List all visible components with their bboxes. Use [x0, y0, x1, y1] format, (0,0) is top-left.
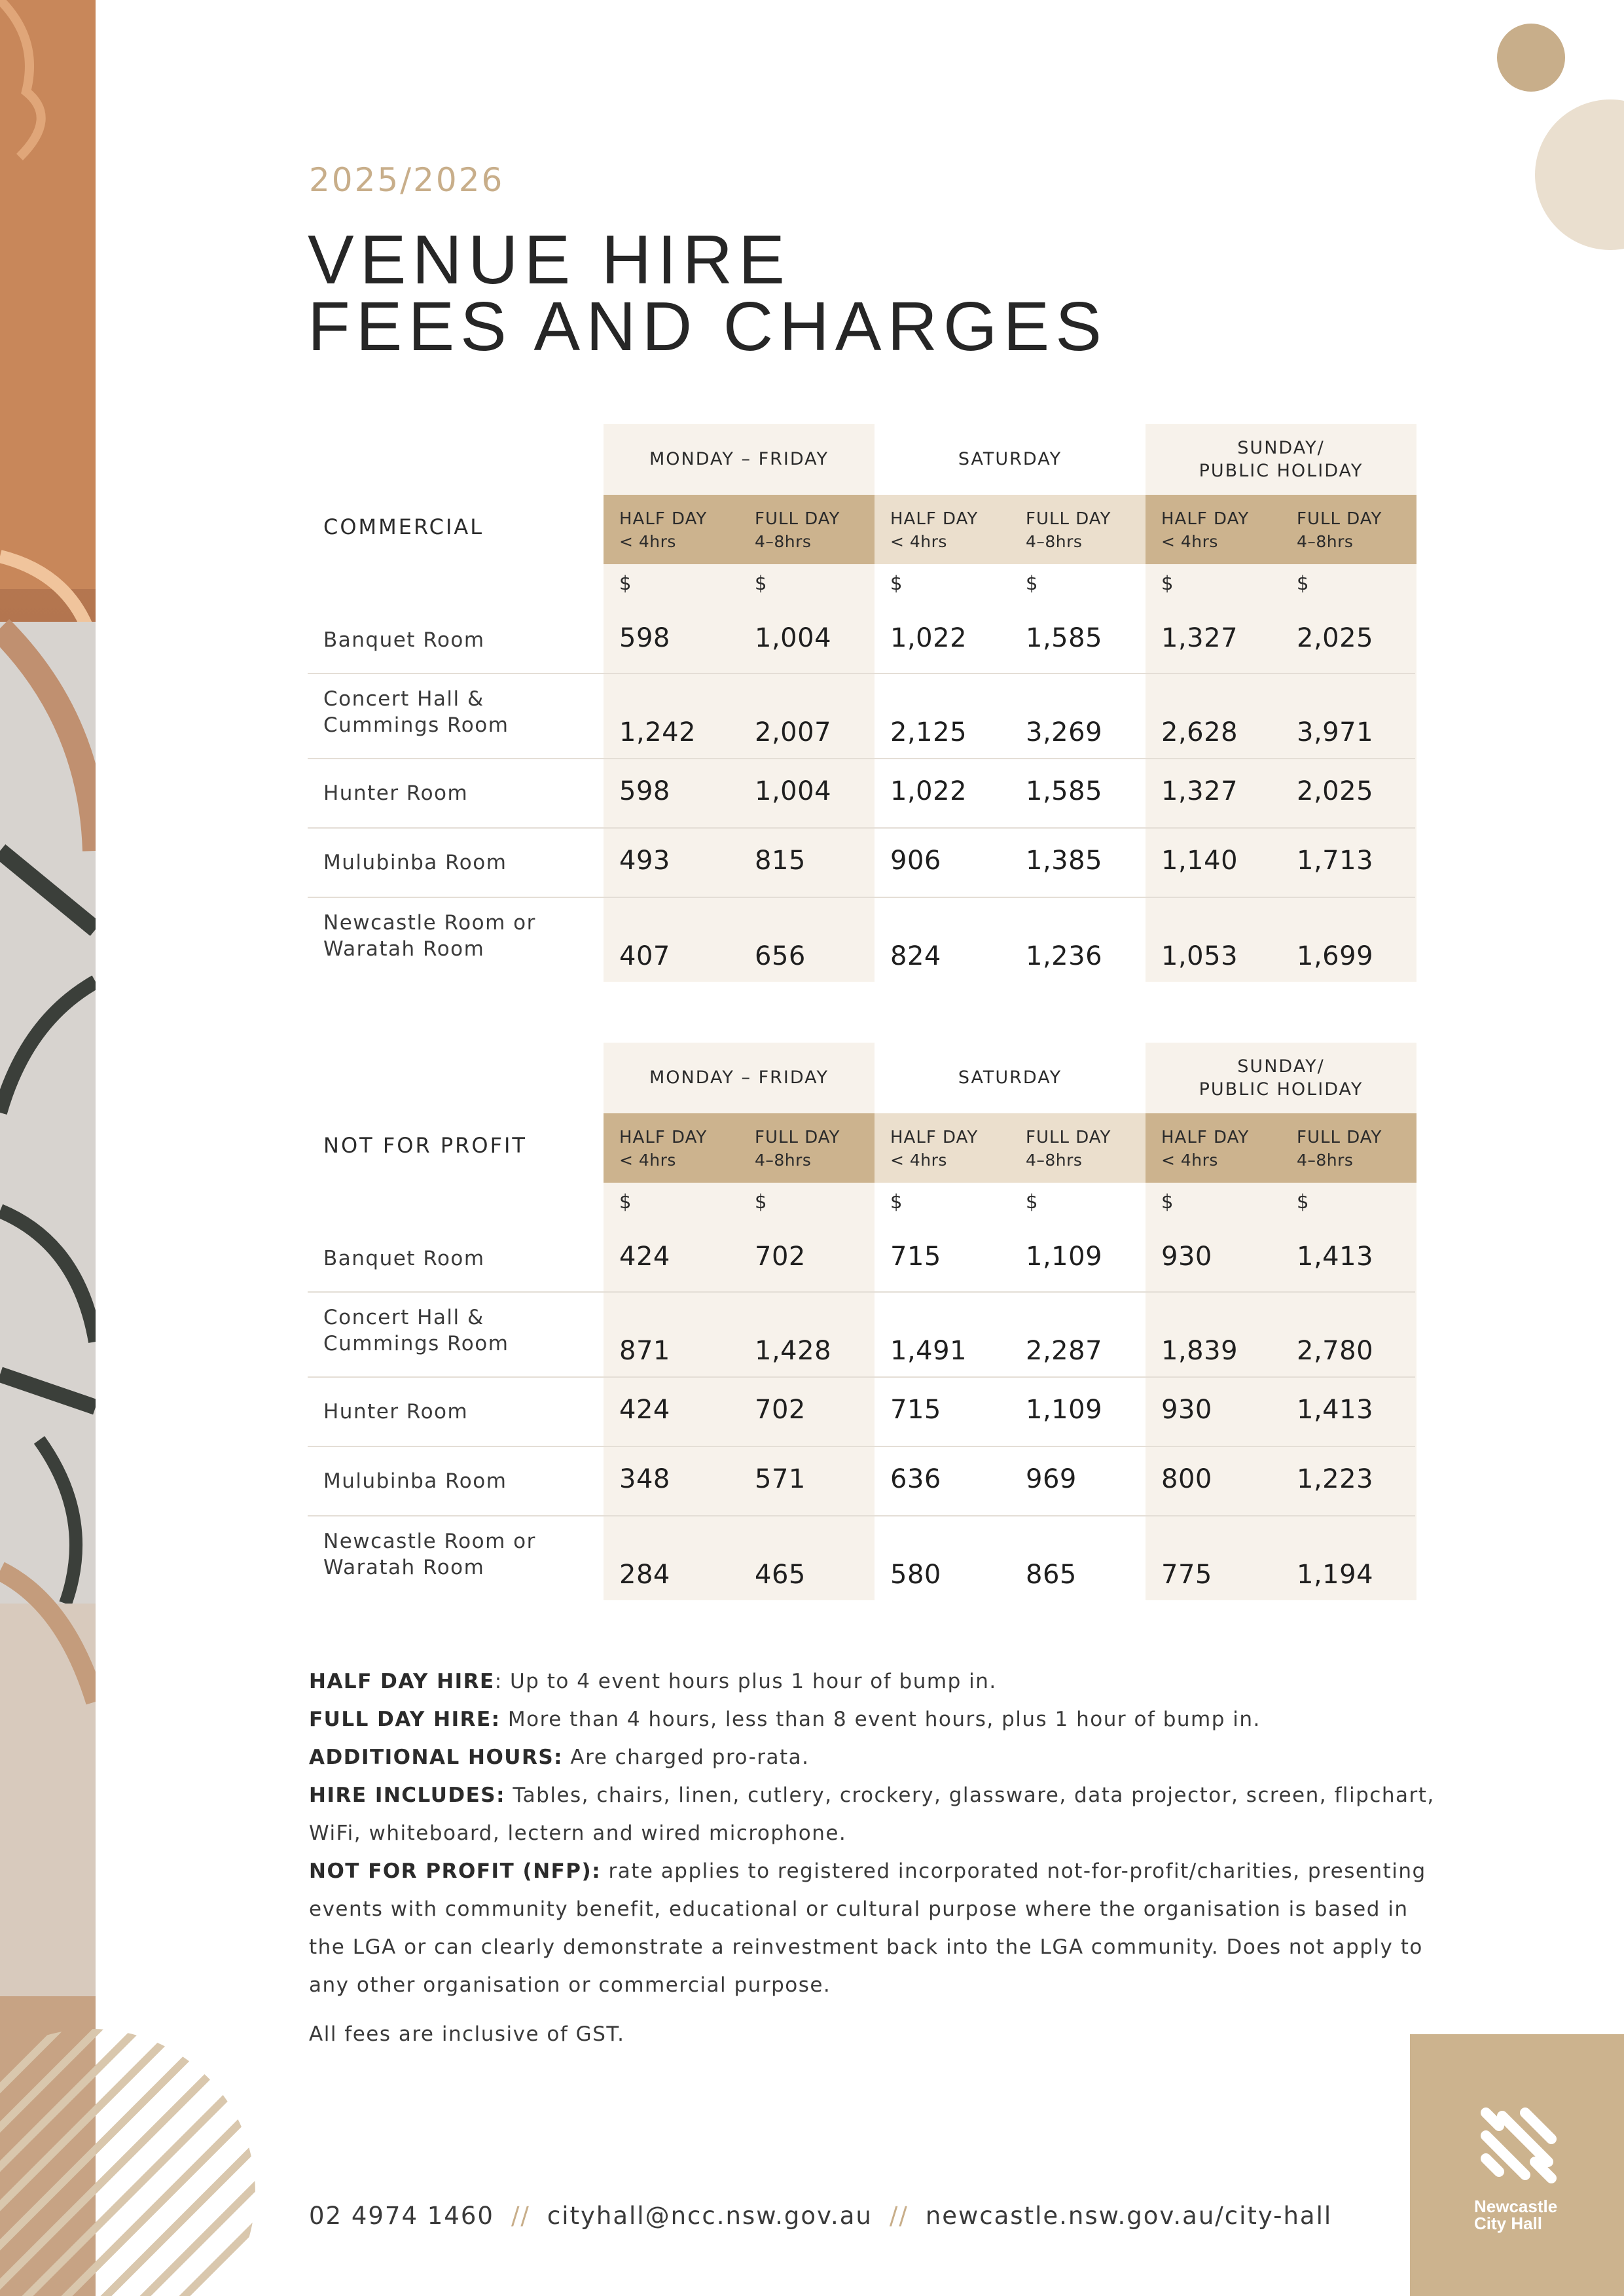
fee-value: 1,413 [1297, 1395, 1374, 1425]
fee-value: 1,022 [890, 776, 967, 806]
fee-value: 1,004 [755, 623, 832, 653]
note-term: HALF DAY HIRE [309, 1670, 495, 1693]
fee-value: 656 [755, 941, 806, 971]
decorative-stripes [0, 1970, 255, 2296]
note-term: FULL DAY HIRE: [309, 1708, 501, 1731]
fee-value: 1,109 [1026, 1242, 1103, 1272]
decorative-circle-large [1535, 99, 1624, 250]
fee-value: 3,971 [1297, 717, 1374, 747]
fee-value: 571 [755, 1464, 806, 1494]
currency-symbol: $ [1026, 1191, 1038, 1213]
fee-value: 1,236 [1026, 941, 1103, 971]
gst-note: All fees are inclusive of GST. [309, 2022, 625, 2046]
fee-value: 865 [1026, 1560, 1077, 1590]
logo-text-line: Newcastle [1474, 2197, 1558, 2216]
website-link[interactable]: newcastle.nsw.gov.au/city-hall [925, 2202, 1333, 2230]
sub-header-hours: 4–8hrs [1026, 532, 1083, 552]
newcastle-city-hall-logo [1410, 2034, 1624, 2296]
footer-contact [309, 2202, 1332, 2230]
sub-header-label: HALF DAY [1161, 1128, 1250, 1147]
footer-separator: // [511, 2202, 530, 2230]
logo-text-line: City Hall [1474, 2214, 1543, 2233]
column-group-label [1199, 1055, 1363, 1101]
column-group-header [875, 424, 1146, 495]
fee-value: 1,223 [1297, 1464, 1374, 1494]
fee-value: 969 [1026, 1464, 1077, 1494]
fee-value: 598 [619, 623, 670, 653]
currency-symbol: $ [1026, 572, 1038, 594]
sub-header-label: HALF DAY [890, 509, 979, 529]
page-title-line-2: FEES AND CHARGES [308, 288, 1108, 365]
room-name: Cummings Room [323, 1332, 509, 1355]
fee-value: 1,491 [890, 1336, 967, 1366]
fee-value: 702 [755, 1242, 806, 1272]
fee-value: 3,269 [1026, 717, 1103, 747]
note-item [309, 1852, 1435, 2004]
note-item [309, 1700, 1435, 1738]
column-group-header [604, 1043, 875, 1113]
fee-value: 1,585 [1026, 623, 1103, 653]
currency-symbol: $ [1161, 1191, 1174, 1213]
note-text: rate applies to registered incorporated not-for-profit/charities, presenting events with community benefit, educational or cultural purpose where the organisation is based in the LGA or can clearly demonstrate a reinvestment back into the LGA community. Does not apply to any other organisation or commercial purpose. [309, 1859, 1426, 1997]
fee-value: 2,025 [1297, 776, 1374, 806]
footer-separator: // [889, 2202, 909, 2230]
fee-value: 598 [619, 776, 670, 806]
fee-value: 2,007 [755, 717, 832, 747]
fee-value: 284 [619, 1560, 670, 1590]
sub-header-cell [1010, 1113, 1146, 1183]
fee-value: 1,713 [1297, 846, 1374, 876]
sub-header [875, 1113, 1146, 1183]
sub-header-cell [1281, 1113, 1416, 1183]
table-row [308, 1376, 1415, 1446]
notes [309, 1662, 1435, 2004]
fee-value: 824 [890, 941, 941, 971]
fee-value: 1,140 [1161, 846, 1238, 876]
section-label: COMMERCIAL [323, 514, 484, 539]
sub-header-label: HALF DAY [1161, 509, 1250, 529]
sub-header-cell [604, 1113, 739, 1183]
column-group-label: SATURDAY [958, 1067, 1062, 1088]
note-term: NOT FOR PROFIT (NFP): [309, 1859, 602, 1883]
fee-value: 407 [619, 941, 670, 971]
sub-header-hours: < 4hrs [1161, 532, 1218, 552]
fee-value: 2,287 [1026, 1336, 1103, 1366]
sub-header-label: FULL DAY [1026, 509, 1111, 529]
room-name: Cummings Room [323, 713, 509, 737]
sub-header-hours: 4–8hrs [1026, 1151, 1083, 1170]
sub-header-cell [739, 495, 875, 564]
fee-value: 580 [890, 1560, 941, 1590]
fee-value: 636 [890, 1464, 941, 1494]
fee-value: 2,780 [1297, 1336, 1374, 1366]
note-item [309, 1738, 1435, 1776]
sub-header-cell [875, 1113, 1010, 1183]
currency-symbol: $ [755, 1191, 767, 1213]
room-name: Banquet Room [323, 628, 485, 652]
table-row [308, 1223, 1415, 1291]
room-name: Waratah Room [323, 1556, 485, 1579]
section-label: NOT FOR PROFIT [323, 1133, 527, 1158]
phone-number[interactable]: 02 4974 1460 [309, 2202, 494, 2230]
sub-header-cell [1146, 495, 1281, 564]
note-term-separator: : [494, 1670, 503, 1693]
table-row [308, 827, 1415, 897]
fee-value: 871 [619, 1336, 670, 1366]
fee-value: 1,004 [755, 776, 832, 806]
sub-header-label: HALF DAY [619, 509, 708, 529]
fee-value: 1,242 [619, 717, 696, 747]
sub-header-cell [875, 495, 1010, 564]
commercial-fees-table [308, 424, 1415, 982]
fee-value: 1,413 [1297, 1242, 1374, 1272]
decorative-circle-small [1497, 24, 1565, 92]
sub-header-cell [1146, 1113, 1281, 1183]
room-name: Banquet Room [323, 1247, 485, 1270]
room-name: Concert Hall & [323, 1306, 484, 1329]
column-group-header [1146, 1043, 1416, 1113]
column-group-label: SATURDAY [958, 449, 1062, 470]
logo-mark-icon [1473, 2100, 1564, 2191]
note-text: Tables, chairs, linen, cutlery, crockery, glassware, data projector, screen, flipchart, WiFi, whiteboard, lectern and wired microphone. [309, 1784, 1435, 1845]
fee-value: 1,585 [1026, 776, 1103, 806]
fee-value: 775 [1161, 1560, 1212, 1590]
room-name: Mulubinba Room [323, 851, 507, 874]
sub-header-cell [1010, 495, 1146, 564]
fee-value: 715 [890, 1395, 941, 1425]
note-text: More than 4 hours, less than 8 event hours, plus 1 hour of bump in. [500, 1708, 1261, 1731]
fee-value: 493 [619, 846, 670, 876]
column-group-label [1199, 437, 1363, 482]
sub-header [604, 1113, 875, 1183]
fee-value: 800 [1161, 1464, 1212, 1494]
fee-value: 465 [755, 1560, 806, 1590]
email-link[interactable]: cityhall@ncc.nsw.gov.au [547, 2202, 873, 2230]
table-row [308, 1515, 1415, 1600]
logo-text [1474, 2198, 1557, 2232]
fee-value: 1,327 [1161, 776, 1238, 806]
table-row [308, 758, 1415, 827]
sub-header-hours: 4–8hrs [1297, 532, 1354, 552]
column-group-label-line: SUNDAY/ [1237, 1056, 1325, 1077]
fee-value: 1,385 [1026, 846, 1103, 876]
room-name: Waratah Room [323, 937, 485, 961]
sub-header-hours: < 4hrs [619, 1151, 676, 1170]
sub-header-cell [1281, 495, 1416, 564]
sub-header-hours: < 4hrs [1161, 1151, 1218, 1170]
sub-header-cell [739, 1113, 875, 1183]
currency-symbol: $ [1297, 572, 1309, 594]
room-name: Newcastle Room or [323, 911, 536, 935]
fee-value: 1,022 [890, 623, 967, 653]
currency-symbol: $ [890, 1191, 903, 1213]
fee-value: 1,194 [1297, 1560, 1374, 1590]
table-row [308, 1291, 1415, 1376]
sub-header [1146, 1113, 1416, 1183]
note-term: HIRE INCLUDES: [309, 1784, 505, 1807]
sub-header-hours: 4–8hrs [755, 1151, 812, 1170]
page-title-line-1: VENUE HIRE [308, 221, 791, 298]
fee-value: 2,628 [1161, 717, 1238, 747]
fee-value: 1,428 [755, 1336, 832, 1366]
fee-value: 930 [1161, 1242, 1212, 1272]
column-group-label-line: PUBLIC HOLIDAY [1199, 1079, 1363, 1100]
table-row [308, 605, 1415, 673]
sub-header-hours: 4–8hrs [755, 532, 812, 552]
fee-value: 1,327 [1161, 623, 1238, 653]
not-for-profit-fees-table [308, 1043, 1415, 1600]
fee-value: 715 [890, 1242, 941, 1272]
background-photo-strip [0, 0, 96, 2296]
sub-header-label: FULL DAY [1297, 1128, 1382, 1147]
sub-header-label: HALF DAY [619, 1128, 708, 1147]
fee-value: 702 [755, 1395, 806, 1425]
table-row [308, 673, 1415, 758]
currency-symbol: $ [1161, 572, 1174, 594]
column-group-header [1146, 424, 1416, 495]
currency-symbol: $ [890, 572, 903, 594]
fee-value: 906 [890, 846, 941, 876]
fee-value: 2,025 [1297, 623, 1374, 653]
sub-header-hours: < 4hrs [890, 532, 947, 552]
fee-value: 424 [619, 1395, 670, 1425]
column-group-label: MONDAY – FRIDAY [649, 449, 829, 470]
room-name: Hunter Room [323, 1400, 469, 1424]
sub-header-label: FULL DAY [1026, 1128, 1111, 1147]
sub-header-label: FULL DAY [1297, 509, 1382, 529]
note-text: Up to 4 event hours plus 1 hour of bump in. [502, 1670, 997, 1693]
note-item [309, 1776, 1435, 1852]
sub-header-label: FULL DAY [755, 1128, 840, 1147]
sub-header-cell [604, 495, 739, 564]
fee-value: 1,699 [1297, 941, 1374, 971]
room-name: Concert Hall & [323, 687, 484, 711]
table-row [308, 1446, 1415, 1515]
currency-symbol: $ [619, 572, 632, 594]
fee-value: 348 [619, 1464, 670, 1494]
fee-value: 1,839 [1161, 1336, 1238, 1366]
column-group-label: MONDAY – FRIDAY [649, 1067, 829, 1088]
currency-symbol: $ [1297, 1191, 1309, 1213]
sub-header-label: FULL DAY [755, 509, 840, 529]
sub-header-hours: 4–8hrs [1297, 1151, 1354, 1170]
sub-header-hours: < 4hrs [890, 1151, 947, 1170]
column-group-label-line: SUNDAY/ [1237, 437, 1325, 458]
table-row [308, 897, 1415, 982]
fee-value: 1,109 [1026, 1395, 1103, 1425]
fee-value: 1,053 [1161, 941, 1238, 971]
sub-header-label: HALF DAY [890, 1128, 979, 1147]
year-label: 2025/2026 [309, 161, 505, 199]
currency-symbol: $ [755, 572, 767, 594]
column-group-header [875, 1043, 1146, 1113]
sub-header [604, 495, 875, 564]
fee-value: 930 [1161, 1395, 1212, 1425]
note-text: Are charged pro-rata. [563, 1746, 810, 1769]
fee-value: 424 [619, 1242, 670, 1272]
fee-value: 815 [755, 846, 806, 876]
column-group-header [604, 424, 875, 495]
room-name: Newcastle Room or [323, 1530, 536, 1553]
sub-header [875, 495, 1146, 564]
room-name: Mulubinba Room [323, 1469, 507, 1493]
sub-header-hours: < 4hrs [619, 532, 676, 552]
note-item [309, 1662, 1435, 1700]
currency-symbol: $ [619, 1191, 632, 1213]
sub-header [1146, 495, 1416, 564]
fee-value: 2,125 [890, 717, 967, 747]
column-group-label-line: PUBLIC HOLIDAY [1199, 461, 1363, 481]
room-name: Hunter Room [323, 781, 469, 805]
note-term: ADDITIONAL HOURS: [309, 1746, 564, 1769]
